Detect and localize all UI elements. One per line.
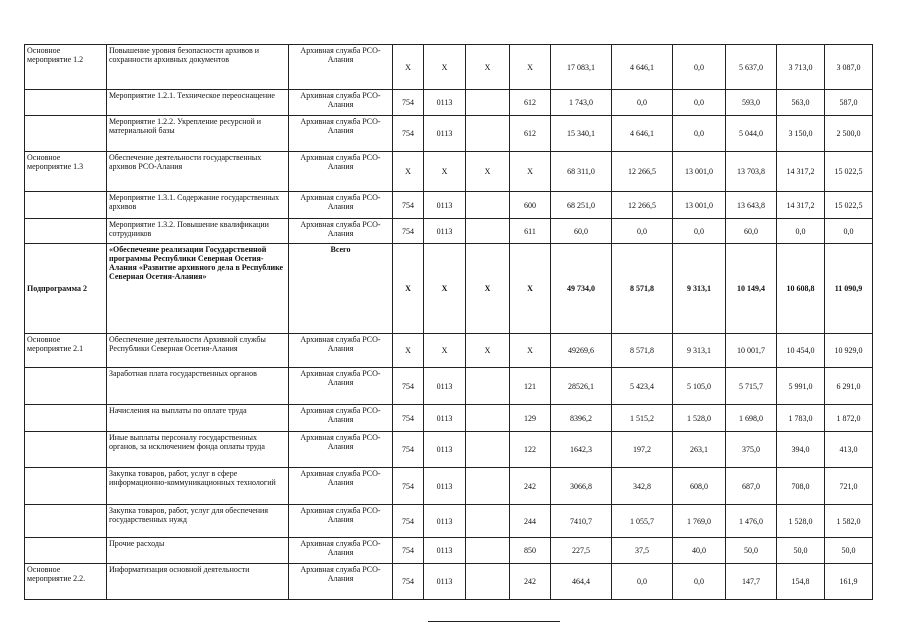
- cell-v3: 0,0: [673, 564, 726, 600]
- cell-grbs: X: [393, 152, 424, 192]
- cell-v2: 1 055,7: [612, 505, 673, 538]
- cell-org: Архивная служба РСО-Алания: [289, 219, 393, 244]
- cell-v5: 50,0: [777, 538, 825, 564]
- table-body: [25, 45, 873, 600]
- cell-v3: 1 769,0: [673, 505, 726, 538]
- cell-code: Основное мероприятие 1.2: [25, 45, 107, 90]
- cell-grbs: 754: [393, 432, 424, 468]
- table-row: [25, 505, 873, 538]
- cell-v1: 464,4: [551, 564, 612, 600]
- cell-org: Всего: [289, 244, 393, 334]
- cell-cs: [466, 564, 510, 600]
- cell-vr: X: [510, 244, 551, 334]
- cell-vr: 242: [510, 564, 551, 600]
- cell-org: Архивная служба РСО-Алания: [289, 405, 393, 432]
- cell-v5: 14 317,2: [777, 192, 825, 219]
- cell-v4: 5 044,0: [726, 116, 777, 152]
- table-row: [25, 432, 873, 468]
- cell-v1: 7410,7: [551, 505, 612, 538]
- cell-code: [25, 90, 107, 116]
- cell-v1: 68 251,0: [551, 192, 612, 219]
- cell-v2: 0,0: [612, 90, 673, 116]
- cell-vr: 612: [510, 90, 551, 116]
- cell-v5: 14 317,2: [777, 152, 825, 192]
- cell-org: Архивная служба РСО-Алания: [289, 432, 393, 468]
- cell-v3: 1 528,0: [673, 405, 726, 432]
- cell-v3: 13 001,0: [673, 192, 726, 219]
- cell-v1: 15 340,1: [551, 116, 612, 152]
- table-row: [25, 152, 873, 192]
- cell-code: [25, 192, 107, 219]
- cell-vr: 850: [510, 538, 551, 564]
- cell-v2: 5 423,4: [612, 368, 673, 405]
- cell-v2: 4 646,1: [612, 116, 673, 152]
- cell-cs: X: [466, 152, 510, 192]
- cell-v3: 5 105,0: [673, 368, 726, 405]
- cell-v4: 13 643,8: [726, 192, 777, 219]
- cell-cs: [466, 505, 510, 538]
- cell-grbs: 754: [393, 505, 424, 538]
- cell-v3: 0,0: [673, 45, 726, 90]
- budget-table: [24, 44, 873, 600]
- table-row: [25, 368, 873, 405]
- cell-name: Закупка товаров, работ, услуг для обеспечения государственных нужд: [107, 505, 289, 538]
- cell-org: Архивная служба РСО-Алания: [289, 45, 393, 90]
- cell-v5: 3 150,0: [777, 116, 825, 152]
- cell-vr: 122: [510, 432, 551, 468]
- cell-v1: 49269,6: [551, 334, 612, 368]
- cell-cs: [466, 538, 510, 564]
- cell-v5: 5 991,0: [777, 368, 825, 405]
- cell-v6: 50,0: [825, 538, 873, 564]
- cell-v2: 8 571,8: [612, 334, 673, 368]
- cell-v2: 8 571,8: [612, 244, 673, 334]
- cell-v6: 6 291,0: [825, 368, 873, 405]
- cell-rz: 0113: [424, 405, 466, 432]
- cell-rz: 0113: [424, 538, 466, 564]
- cell-cs: X: [466, 45, 510, 90]
- table-row: [25, 192, 873, 219]
- cell-rz: 0113: [424, 468, 466, 505]
- cell-code: Основное мероприятие 2.1: [25, 334, 107, 368]
- cell-v1: 227,5: [551, 538, 612, 564]
- cell-v5: 3 713,0: [777, 45, 825, 90]
- cell-vr: 612: [510, 116, 551, 152]
- cell-v6: 0,0: [825, 219, 873, 244]
- cell-v2: 0,0: [612, 564, 673, 600]
- cell-code: Основное мероприятие 1.3: [25, 152, 107, 192]
- cell-code: [25, 219, 107, 244]
- cell-name: Обеспечение деятельности государственных архивов РСО-Алания: [107, 152, 289, 192]
- cell-grbs: X: [393, 45, 424, 90]
- cell-v5: 0,0: [777, 219, 825, 244]
- cell-v6: 2 500,0: [825, 116, 873, 152]
- cell-v4: 375,0: [726, 432, 777, 468]
- cell-v1: 1 743,0: [551, 90, 612, 116]
- cell-grbs: 754: [393, 405, 424, 432]
- cell-code: Основное мероприятие 2.2.: [25, 564, 107, 600]
- table-row: [25, 90, 873, 116]
- cell-v2: 1 515,2: [612, 405, 673, 432]
- cell-grbs: 754: [393, 219, 424, 244]
- cell-name: Мероприятие 1.3.2. Повышение квалификации сотрудников: [107, 219, 289, 244]
- cell-org: Архивная служба РСО-Алания: [289, 564, 393, 600]
- cell-v4: 1 476,0: [726, 505, 777, 538]
- cell-vr: X: [510, 45, 551, 90]
- table-row: [25, 244, 873, 334]
- cell-rz: 0113: [424, 219, 466, 244]
- cell-v5: 10 454,0: [777, 334, 825, 368]
- cell-cs: X: [466, 244, 510, 334]
- cell-v2: 0,0: [612, 219, 673, 244]
- cell-grbs: 754: [393, 90, 424, 116]
- cell-vr: 129: [510, 405, 551, 432]
- cell-name: Закупка товаров, работ, услуг в сфере информационно-коммуникационных технологий: [107, 468, 289, 505]
- cell-v3: 0,0: [673, 116, 726, 152]
- cell-v2: 342,8: [612, 468, 673, 505]
- cell-cs: [466, 219, 510, 244]
- cell-v4: 593,0: [726, 90, 777, 116]
- table-row: [25, 334, 873, 368]
- cell-name: Прочие расходы: [107, 538, 289, 564]
- cell-v5: 154,8: [777, 564, 825, 600]
- cell-vr: 600: [510, 192, 551, 219]
- table-row: [25, 219, 873, 244]
- cell-cs: [466, 432, 510, 468]
- cell-org: Архивная служба РСО-Алания: [289, 192, 393, 219]
- cell-v5: 1 783,0: [777, 405, 825, 432]
- cell-v4: 50,0: [726, 538, 777, 564]
- cell-v1: 49 734,0: [551, 244, 612, 334]
- cell-v6: 161,9: [825, 564, 873, 600]
- cell-v3: 9 313,1: [673, 334, 726, 368]
- cell-vr: 244: [510, 505, 551, 538]
- cell-v1: 68 311,0: [551, 152, 612, 192]
- cell-v5: 10 608,8: [777, 244, 825, 334]
- table-row: [25, 468, 873, 505]
- cell-v2: 12 266,5: [612, 152, 673, 192]
- cell-v6: 15 022,5: [825, 192, 873, 219]
- cell-v3: 13 001,0: [673, 152, 726, 192]
- cell-grbs: 754: [393, 116, 424, 152]
- cell-name: Иные выплаты персоналу государственных органов, за исключением фонда оплаты труда: [107, 432, 289, 468]
- cell-name: Заработная плата государственных органов: [107, 368, 289, 405]
- cell-vr: X: [510, 152, 551, 192]
- cell-org: Архивная служба РСО-Алания: [289, 116, 393, 152]
- cell-v3: 0,0: [673, 90, 726, 116]
- cell-v6: 721,0: [825, 468, 873, 505]
- cell-v1: 28526,1: [551, 368, 612, 405]
- cell-v3: 0,0: [673, 219, 726, 244]
- cell-v5: 1 528,0: [777, 505, 825, 538]
- cell-v3: 263,1: [673, 432, 726, 468]
- cell-vr: 121: [510, 368, 551, 405]
- cell-v2: 37,5: [612, 538, 673, 564]
- cell-rz: 0113: [424, 192, 466, 219]
- cell-vr: X: [510, 334, 551, 368]
- cell-rz: 0113: [424, 90, 466, 116]
- cell-grbs: 754: [393, 368, 424, 405]
- cell-v6: 1 872,0: [825, 405, 873, 432]
- cell-v6: 413,0: [825, 432, 873, 468]
- cell-v1: 17 083,1: [551, 45, 612, 90]
- cell-rz: X: [424, 334, 466, 368]
- cell-code: [25, 432, 107, 468]
- cell-grbs: 754: [393, 192, 424, 219]
- cell-v1: 8396,2: [551, 405, 612, 432]
- cell-code: [25, 468, 107, 505]
- cell-v6: 15 022,5: [825, 152, 873, 192]
- cell-v1: 3066,8: [551, 468, 612, 505]
- cell-org: Архивная служба РСО-Алания: [289, 505, 393, 538]
- cell-vr: 242: [510, 468, 551, 505]
- cell-rz: X: [424, 45, 466, 90]
- cell-grbs: X: [393, 334, 424, 368]
- cell-v3: 608,0: [673, 468, 726, 505]
- cell-name: Мероприятие 1.3.1. Содержание государственных архивов: [107, 192, 289, 219]
- cell-grbs: 754: [393, 538, 424, 564]
- cell-v6: 3 087,0: [825, 45, 873, 90]
- cell-v2: 12 266,5: [612, 192, 673, 219]
- cell-grbs: 754: [393, 468, 424, 505]
- cell-org: Архивная служба РСО-Алания: [289, 152, 393, 192]
- cell-cs: [466, 90, 510, 116]
- cell-v3: 9 313,1: [673, 244, 726, 334]
- table-row: [25, 538, 873, 564]
- cell-rz: 0113: [424, 368, 466, 405]
- cell-v4: 60,0: [726, 219, 777, 244]
- cell-v1: 1642,3: [551, 432, 612, 468]
- cell-v5: 563,0: [777, 90, 825, 116]
- cell-code: Подпрограмма 2: [25, 244, 107, 334]
- cell-cs: X: [466, 334, 510, 368]
- cell-v4: 1 698,0: [726, 405, 777, 432]
- cell-org: Архивная служба РСО-Алания: [289, 368, 393, 405]
- cell-rz: 0113: [424, 432, 466, 468]
- table-row: [25, 405, 873, 432]
- cell-v6: 10 929,0: [825, 334, 873, 368]
- table-row: [25, 116, 873, 152]
- cell-name: Начисления на выплаты по оплате труда: [107, 405, 289, 432]
- cell-v4: 147,7: [726, 564, 777, 600]
- cell-name: Мероприятие 1.2.1. Техническое переоснащение: [107, 90, 289, 116]
- cell-code: [25, 538, 107, 564]
- table-row: [25, 564, 873, 600]
- cell-org: Архивная служба РСО-Алания: [289, 334, 393, 368]
- cell-cs: [466, 468, 510, 505]
- cell-v4: 5 715,7: [726, 368, 777, 405]
- cell-cs: [466, 116, 510, 152]
- cell-org: Архивная служба РСО-Алания: [289, 90, 393, 116]
- cell-rz: 0113: [424, 564, 466, 600]
- cell-code: [25, 368, 107, 405]
- cell-v2: 197,2: [612, 432, 673, 468]
- cell-v2: 4 646,1: [612, 45, 673, 90]
- cell-v5: 708,0: [777, 468, 825, 505]
- cell-vr: 611: [510, 219, 551, 244]
- cell-cs: [466, 368, 510, 405]
- cell-org: Архивная служба РСО-Алания: [289, 538, 393, 564]
- cell-v4: 10 149,4: [726, 244, 777, 334]
- cell-cs: [466, 192, 510, 219]
- cell-code: [25, 505, 107, 538]
- cell-cs: [466, 405, 510, 432]
- footer-divider: [428, 621, 560, 622]
- cell-name: Мероприятие 1.2.2. Укрепление ресурсной и материальной базы: [107, 116, 289, 152]
- cell-v6: 1 582,0: [825, 505, 873, 538]
- cell-v3: 40,0: [673, 538, 726, 564]
- cell-v4: 5 637,0: [726, 45, 777, 90]
- cell-v5: 394,0: [777, 432, 825, 468]
- cell-name: Повышение уровня безопасности архивов и сохранности архивных документов: [107, 45, 289, 90]
- cell-grbs: 754: [393, 564, 424, 600]
- cell-v6: 587,0: [825, 90, 873, 116]
- cell-grbs: X: [393, 244, 424, 334]
- cell-v1: 60,0: [551, 219, 612, 244]
- cell-rz: 0113: [424, 505, 466, 538]
- cell-v4: 687,0: [726, 468, 777, 505]
- cell-v6: 11 090,9: [825, 244, 873, 334]
- cell-rz: 0113: [424, 116, 466, 152]
- cell-rz: X: [424, 152, 466, 192]
- cell-v4: 10 001,7: [726, 334, 777, 368]
- cell-name: Обеспечение деятельности Архивной службы Республики Северная Осетия-Алания: [107, 334, 289, 368]
- table-row: [25, 45, 873, 90]
- cell-code: [25, 405, 107, 432]
- cell-name: «Обеспечение реализации Государственной программы Республики Северная Осетия-Алания «Развитие архивного дела в Республике Северная Осетия-Алания»: [107, 244, 289, 334]
- cell-org: Архивная служба РСО-Алания: [289, 468, 393, 505]
- cell-code: [25, 116, 107, 152]
- cell-rz: X: [424, 244, 466, 334]
- cell-v4: 13 703,8: [726, 152, 777, 192]
- cell-name: Информатизация основной деятельности: [107, 564, 289, 600]
